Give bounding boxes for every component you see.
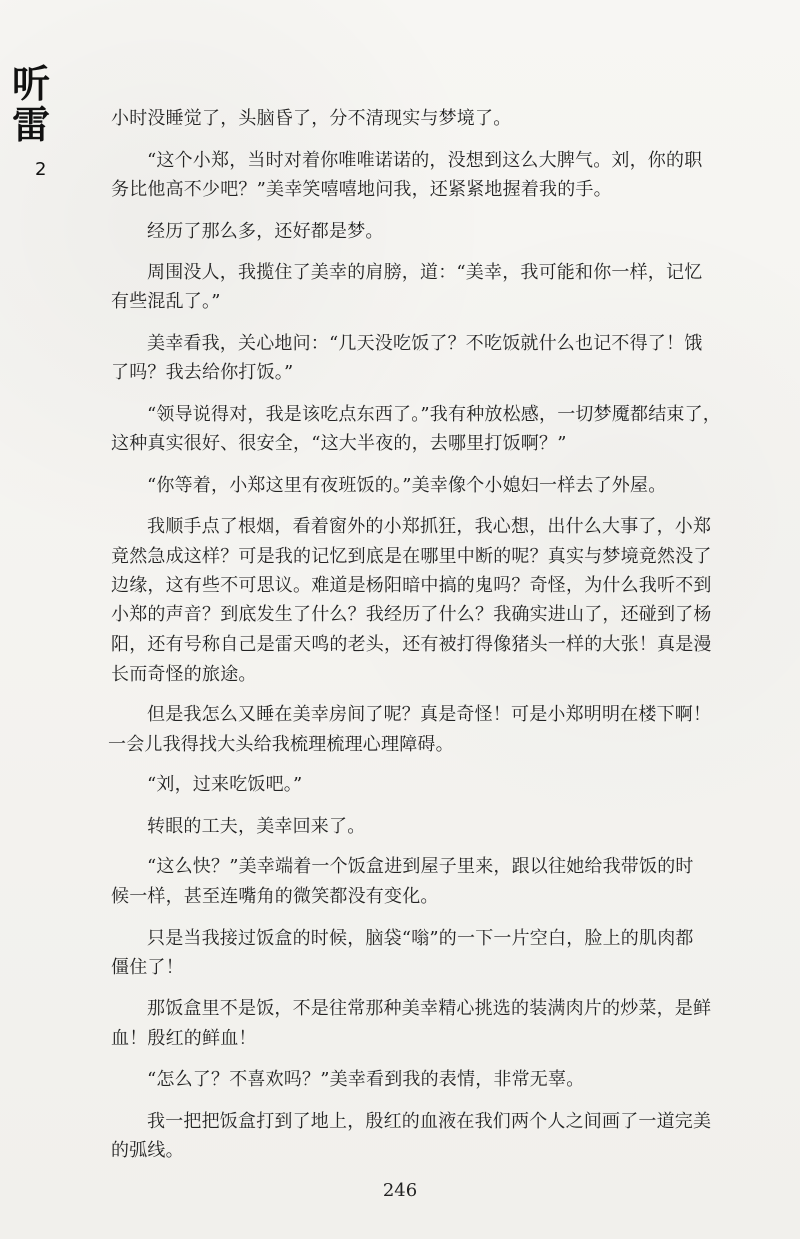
text-line-9: “领导说得对，我是该吃点东西了。”我有种放松感，一切梦魇都结束了， bbox=[147, 404, 722, 425]
text-line-14: 边缘，这有些不可思议。难道是杨阳暗中搞的鬼吗？奇怪，为什么我听不到 bbox=[111, 575, 712, 596]
text-line-19: 一会儿我得找大头给我梳理梳理心理障碍。 bbox=[108, 734, 454, 755]
text-line-18: 但是我怎么又睡在美幸房间了呢？真是奇怪！可是小郑明明在楼下啊！ bbox=[147, 704, 712, 725]
text-line-23: 候一样，甚至连嘴角的微笑都没有变化。 bbox=[111, 886, 439, 907]
text-line-16: 阳，还有号称自己是雷天鸣的老头，还有被打得像猪头一样的大张！真是漫 bbox=[111, 634, 712, 655]
page-number: 246 bbox=[382, 1180, 418, 1201]
text-line-25: 僵住了！ bbox=[111, 957, 184, 978]
text-line-12: 我顺手点了根烟，看着窗外的小郑抓狂，我心想，出什么大事了，小郑 bbox=[147, 516, 712, 537]
text-line-28: “怎么了？不喜欢吗？”美幸看到我的表情，非常无辜。 bbox=[147, 1069, 585, 1090]
text-line-30: 的弧线。 bbox=[111, 1140, 184, 1161]
side-title-bottom-char: 雷 bbox=[12, 102, 51, 147]
text-line-8: 了吗？我去给你打饭。” bbox=[111, 362, 294, 383]
text-line-21: 转眼的工夫，美幸回来了。 bbox=[147, 816, 366, 837]
side-book-title bbox=[12, 61, 52, 147]
text-line-27: 血！殷红的鲜血！ bbox=[111, 1028, 257, 1049]
text-line-6: 有些混乱了。” bbox=[111, 291, 221, 312]
text-line-29: 我一把把饭盒打到了地上，殷红的血液在我们两个人之间画了一道完美 bbox=[147, 1111, 712, 1132]
text-line-5: 周围没人，我揽住了美幸的肩膀，道：“美幸，我可能和你一样，记忆 bbox=[147, 262, 703, 283]
text-line-11: “你等着，小郑这里有夜班饭的。”美幸像个小媳妇一样去了外屋。 bbox=[147, 475, 667, 496]
text-line-22: “这么快？”美幸端着一个饭盒进到屋子里来，跟以往她给我带饭的时 bbox=[147, 856, 694, 877]
side-title-top-char: 听 bbox=[12, 61, 51, 106]
text-line-20: “刘，过来吃饭吧。” bbox=[147, 774, 303, 795]
text-line-3: 务比他高不少吧？”美幸笑嘻嘻地问我，还紧紧地握着我的手。 bbox=[111, 179, 612, 200]
text-line-26: 那饭盒里不是饭，不是往常那种美幸精心挑选的装满肉片的炒菜，是鲜 bbox=[147, 998, 712, 1019]
text-line-7: 美幸看我，关心地问：“几天没吃饭了？不吃饭就什么也记不得了！饿 bbox=[147, 333, 703, 354]
text-line-2: “这个小郑，当时对着你唯唯诺诺的，没想到这么大脾气。刘，你的职 bbox=[147, 150, 703, 171]
text-line-24: 只是当我接过饭盒的时候，脑袋“嗡”的一下一片空白，脸上的肌肉都 bbox=[147, 928, 694, 949]
text-line-15: 小郑的声音？到底发生了什么？我经历了什么？我确实进山了，还碰到了杨 bbox=[111, 604, 712, 625]
text-line-4: 经历了那么多，还好都是梦。 bbox=[147, 221, 384, 242]
side-page-mark: 2 bbox=[35, 159, 47, 180]
text-line-10: 这种真实很好、很安全，“这大半夜的，去哪里打饭啊？” bbox=[111, 433, 567, 454]
text-line-1: 小时没睡觉了，头脑昏了，分不清现实与梦境了。 bbox=[111, 108, 512, 129]
text-line-17: 长而奇怪的旅途。 bbox=[111, 664, 257, 685]
text-line-13: 竟然急成这样？可是我的记忆到底是在哪里中断的呢？真实与梦境竟然没了 bbox=[111, 546, 712, 567]
